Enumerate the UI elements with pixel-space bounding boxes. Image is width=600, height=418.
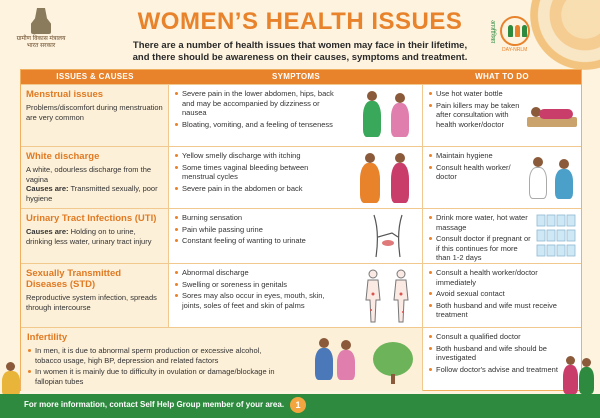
- symptom-item: Burning sensation: [174, 213, 342, 223]
- abdomen-outline-icon: [364, 213, 414, 259]
- water-glass-icon: [535, 213, 577, 259]
- header: [0, 0, 600, 66]
- symptom-item: Pain while passing urine: [174, 225, 342, 235]
- body-outline-illustration: [359, 268, 417, 324]
- issue-cell: [21, 147, 169, 208]
- figure-icon: [337, 350, 355, 380]
- footer-text: For more information, contact Self Help Group member of your area.: [24, 400, 285, 409]
- emblem-text-line2: भारत सरकार: [26, 43, 56, 49]
- water-glasses-illustration: [535, 213, 577, 259]
- issue-title: Urinary Tract Infections (UTI): [26, 213, 157, 224]
- symptom-item: Severe pain in the lower abdomen, hips, back and may be accompanied by dizziness or nausea: [174, 89, 342, 118]
- figure-icon: [391, 103, 409, 137]
- logo-figure-icon: [515, 25, 520, 37]
- issue-causes: [26, 227, 163, 246]
- action-item: Avoid sexual contact: [428, 289, 576, 299]
- figure-icon: [2, 371, 20, 396]
- head-icon: [582, 358, 591, 367]
- head-icon: [319, 338, 329, 348]
- issue-title: Menstrual issues: [26, 89, 104, 100]
- what-to-do-cell: [423, 147, 581, 208]
- action-item: Consult doctor if pregnant or if this continues for more than 1-2 days: [428, 234, 532, 263]
- health-issues-table: [20, 69, 582, 391]
- head-icon: [365, 153, 375, 163]
- page-subtitle: [120, 40, 480, 64]
- symptom-item: Constant feeling of wanting to urinate: [174, 236, 342, 246]
- table-row-std: [21, 263, 581, 327]
- table-row-uti: [21, 208, 581, 263]
- footer-bar: [0, 394, 600, 418]
- what-to-do-cell: [423, 264, 581, 327]
- symptoms-cell: [169, 147, 423, 208]
- issue-cell: [21, 85, 169, 146]
- head-icon: [533, 157, 543, 167]
- action-item: Pain killers may be taken after consultation with health worker/doctor: [428, 101, 524, 130]
- figure-icon: [363, 101, 381, 137]
- logo-figure-icon: [522, 25, 527, 37]
- doctor-figure-icon: [529, 167, 547, 199]
- figure-icon: [539, 109, 573, 119]
- logo-figure-icon: [508, 25, 513, 37]
- issue-desc: Problems/discomfort during menstruation are very common: [26, 103, 163, 122]
- table-row-white-discharge: [21, 146, 581, 208]
- abdomen-pain-illustration: [364, 213, 414, 259]
- issue-desc: Reproductive system infection, spreads through intercourse: [26, 293, 157, 312]
- issue-title: White discharge: [26, 151, 100, 162]
- figure-icon: [563, 365, 578, 394]
- symptom-item: Some times vaginal bleeding between menstrual cycles: [174, 163, 342, 182]
- symptoms-cell: [169, 209, 423, 263]
- symptom-item: Abnormal discharge: [174, 268, 342, 278]
- symptom-item: Bloating, vomiting, and a feeling of tenseness: [174, 120, 342, 130]
- body-outline-icon: [359, 268, 417, 324]
- aajeevika-logo: [488, 16, 540, 53]
- causes-text: Transmitted sexually, poor hygiene: [26, 184, 158, 203]
- symptom-item: Swelling or soreness in genitals: [174, 280, 342, 290]
- issue-cell: [21, 209, 169, 263]
- women-figures-right-decoration: [562, 356, 596, 394]
- woman-figure-left-decoration: [0, 362, 22, 396]
- emblem-text-line1: ग्रामीण विकास मंत्रालय: [16, 36, 66, 42]
- action-item: Both husband and wife should be investigated: [428, 344, 576, 363]
- infertility-cell: [21, 328, 423, 391]
- action-item: Both husband and wife must receive treatment: [428, 301, 576, 320]
- what-to-do-cell: [423, 85, 581, 146]
- figure-icon: [315, 348, 333, 380]
- page-number: 1: [290, 397, 306, 413]
- action-item: Drink more water, hot water massage: [428, 213, 532, 232]
- header-what-to-do: WHAT TO DO: [475, 72, 529, 81]
- symptom-item: Sores may also occur in eyes, mouth, skin, joints, soles of feet and skin of palms: [174, 291, 342, 310]
- family-illustration: [311, 334, 415, 386]
- woman-resting-illustration: [527, 95, 577, 135]
- woman-pain-illustration: [359, 89, 417, 141]
- action-item: Consult a qualified doctor: [428, 332, 576, 342]
- header-symptoms: SYMPTOMS: [271, 72, 321, 81]
- subtitle-line2: and there should be awareness on their causes, symptoms and treatment.: [132, 52, 468, 63]
- tree-trunk-icon: [391, 374, 395, 384]
- head-icon: [395, 153, 405, 163]
- figure-icon: [579, 367, 594, 394]
- head-icon: [341, 340, 351, 350]
- issue-title: Sexually Transmitted Diseases (STD): [26, 268, 122, 290]
- head-icon: [566, 356, 575, 365]
- causes-label: Causes are:: [26, 184, 69, 193]
- issue-cell: [21, 264, 169, 327]
- symptom-item: Yellow smelly discharge with itching: [174, 151, 342, 161]
- head-icon: [395, 93, 405, 103]
- action-item: Follow doctor's advise and treatment: [428, 365, 576, 375]
- issue-title: Infertility: [27, 332, 68, 343]
- symptoms-cell: [169, 85, 423, 146]
- tree-icon: [373, 342, 413, 376]
- head-icon: [367, 91, 377, 101]
- what-to-do-cell: [423, 328, 581, 391]
- page-title: WOMEN’S HEALTH ISSUES: [137, 8, 463, 35]
- causes-text: Holding on to urine, drinking less water, urinary tract injury: [26, 227, 152, 246]
- table-row-menstrual: [21, 84, 581, 146]
- logo-text: आजीविका: [489, 20, 495, 44]
- action-item: Consult health worker/ doctor: [428, 163, 524, 182]
- symptom-item: In men, it is due to abnormal sperm production or excessive alcohol, tobacco usage, high BP, depression and related factors: [27, 346, 289, 365]
- head-icon: [559, 159, 569, 169]
- patient-figure-icon: [555, 169, 573, 199]
- header-issues: ISSUES & CAUSES: [56, 72, 134, 81]
- causes-label: Causes are:: [26, 227, 69, 236]
- symptoms-cell: [169, 264, 423, 327]
- issue-desc: A white, odourless discharge from the vagina: [26, 165, 152, 184]
- issue-causes: [26, 184, 163, 203]
- figure-icon: [360, 163, 380, 203]
- figure-icon: [391, 163, 409, 203]
- what-to-do-cell: [423, 209, 581, 263]
- women-discomfort-illustration: [357, 151, 417, 205]
- doctor-consult-illustration: [527, 153, 577, 201]
- table-header: [21, 70, 581, 84]
- symptom-item: In women it is mainly due to difficulty in ovulation or damage/blockage in fallopian tubes: [27, 367, 289, 386]
- symptom-item: Severe pain in the abdomen or back: [174, 184, 342, 194]
- action-item: Use hot water bottle: [428, 89, 524, 99]
- table-row-infertility: [21, 327, 581, 391]
- logo-subtext: DAY-NRLM: [502, 47, 528, 53]
- head-icon: [6, 362, 15, 371]
- subtitle-line1: There are a number of health issues that women may face in their lifetime,: [132, 40, 468, 51]
- action-item: Maintain hygiene: [428, 151, 524, 161]
- action-item: Consult a health worker/doctor immediately: [428, 268, 576, 287]
